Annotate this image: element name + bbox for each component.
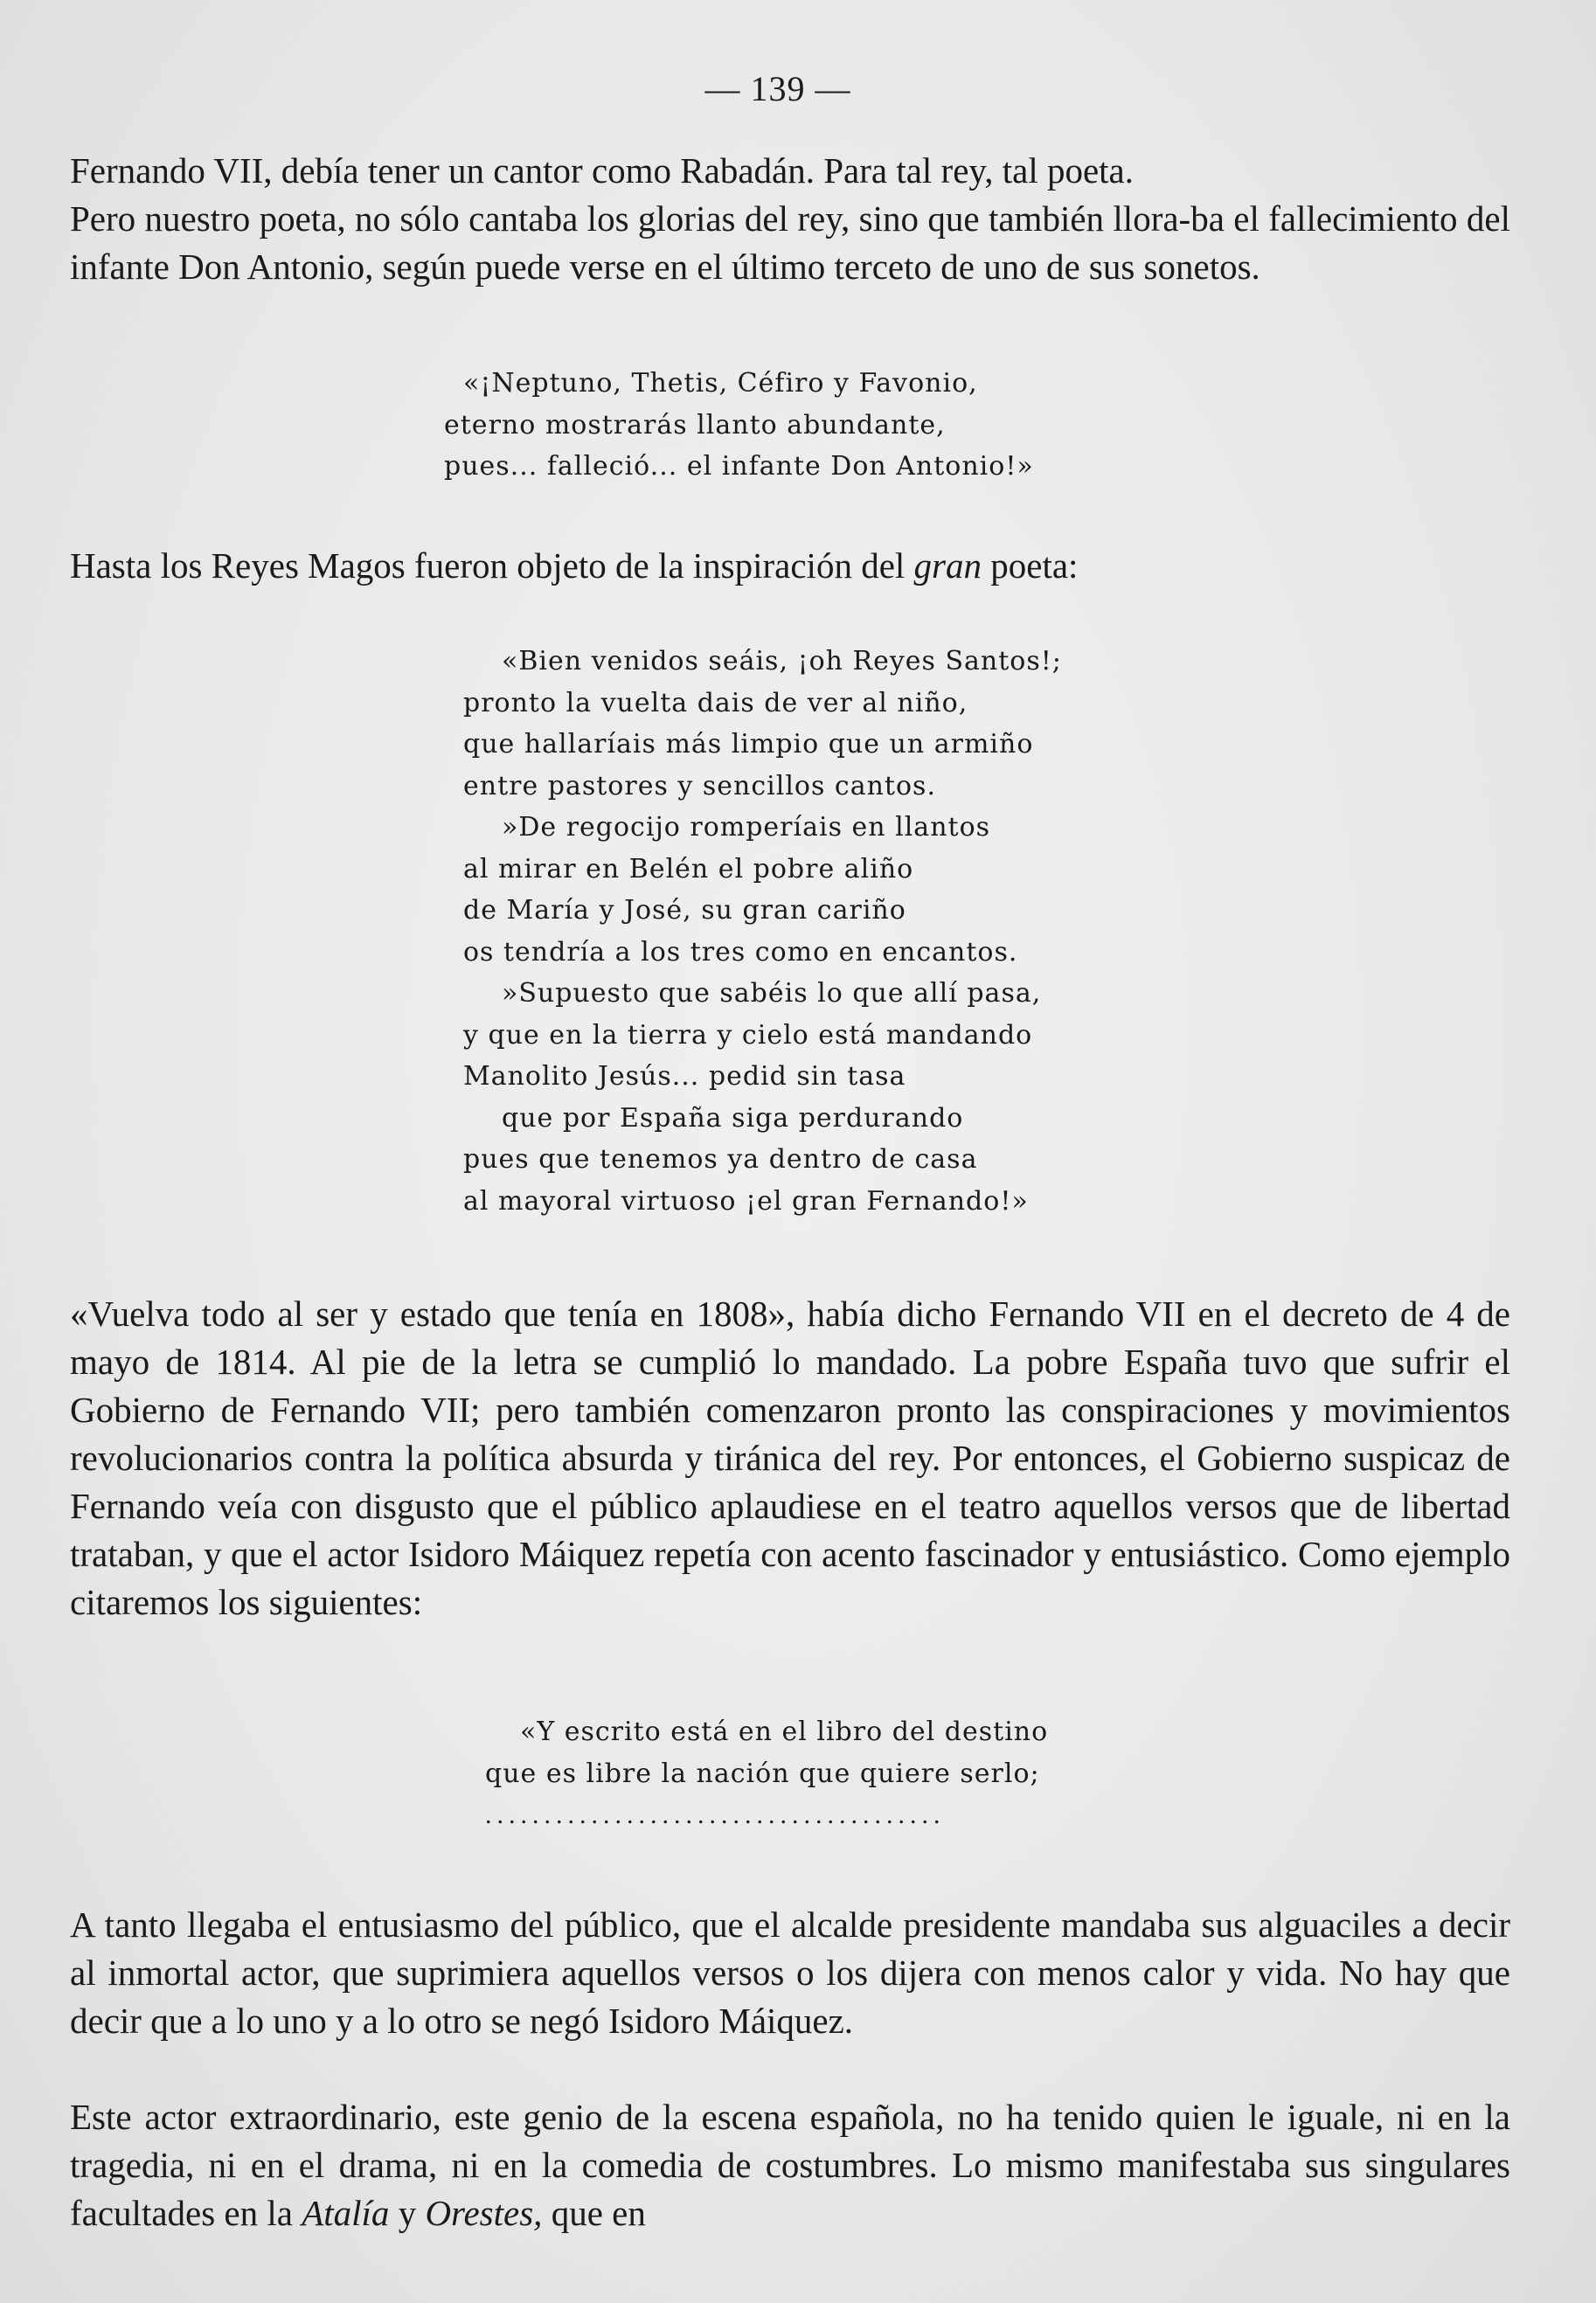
verse-line: pronto la vuelta dais de ver al niño,	[463, 687, 968, 718]
paragraph-reyes-magos	[70, 542, 1510, 590]
verse-reyes-santos	[463, 641, 1062, 1222]
italic-title-atalia: Atalía	[302, 2193, 390, 2233]
verse-line: que hallaríais más limpio que un armiño	[463, 729, 1034, 760]
verse-line: entre pastores y sencillos cantos.	[463, 770, 936, 801]
verse-line: pues... falleció... el infante Don Antonio!»	[444, 451, 1034, 482]
verse-line: al mirar en Belén el pobre aliño	[463, 853, 914, 884]
paragraph-rabadan: Fernando VII, debía tener un cantor como Rabadán. Para tal rey, tal poeta.	[70, 150, 1135, 191]
paragraph-vuelva-todo: «Vuelva todo al ser y estado que tenía en 1808», había dicho Fernando VII en el decreto de 4 de mayo de 1814. Al pie de la letra se cumplió lo mandado. La pobre España tuvo que sufrir el Gobierno de Fernando VII; pero también comenzaron pronto las conspiraciones y movimientos revolucionarios contra la política absurda y tiránica del rey. Por entonces, el Gobierno suspicaz de Fernando veía con disgusto que el público aplaudiese en el teatro aquellos versos que de libertad trataban, y que el actor Isidoro Máiquez repetía con acento fascinador y entusiástico. Como ejemplo citaremos los siguientes:	[70, 1294, 1510, 1622]
verse-line: «¡Neptuno, Thetis, Céfiro y Favonio,	[463, 368, 978, 399]
verse-destino	[485, 1711, 1048, 1794]
verse-line: «Bien venidos seáis, ¡oh Reyes Santos!;	[502, 646, 1062, 676]
verse-line: «Y escrito está en el libro del destino	[520, 1717, 1049, 1747]
italic-word: gran	[913, 545, 982, 586]
paragraph-nuestro-poeta: Pero nuestro poeta, no sólo cantaba los glorias del rey, sino que también llora-ba el fallecimiento del infante Don Antonio, según puede verse en el último terceto de uno de sus sonetos.	[70, 198, 1510, 287]
verse-line: os tendría a los tres como en encantos.	[463, 936, 1018, 968]
verse-neptuno	[444, 363, 1034, 488]
verse-line: al mayoral virtuoso ¡el gran Fernando!»	[463, 1185, 1029, 1217]
verse-line: »Supuesto que sabéis lo que allí pasa,	[502, 978, 1042, 1009]
verse-line: eterno mostrarás llanto abundante,	[444, 409, 946, 440]
verse-line: que por España siga perdurando	[502, 1102, 964, 1134]
paragraph-este-actor	[70, 2093, 1510, 2237]
text-run: que en	[542, 2193, 646, 2233]
italic-title-orestes: Orestes,	[425, 2193, 543, 2233]
ellipsis-line: .......................................	[485, 1800, 946, 1829]
verse-line: pues que tenemos ya dentro de casa	[463, 1144, 978, 1175]
text-run: poeta:	[982, 545, 1079, 586]
text-run: Hasta los Reyes Magos fueron objeto de la inspiración del	[70, 545, 914, 586]
paragraph-entusiasmo: A tanto llegaba el entusiasmo del público, que el alcalde presidente mandaba sus alguaciles a decir al inmortal actor, que suprimiera aquellos versos o los dijera con menos calor y vida. No hay que decir que a lo uno y a lo otro se negó Isidoro Máiquez.	[70, 1904, 1510, 2041]
text-run: y	[389, 2193, 426, 2233]
verse-line: y que en la tierra y cielo está mandando	[463, 1019, 1033, 1051]
verse-line: »De regocijo romperíais en llantos	[502, 812, 991, 843]
verse-line: Manolito Jesús... pedid sin tasa	[463, 1061, 906, 1092]
text-run: Este actor extraordinario, este genio de la escena española, no ha tenido quien le iguale, ni en la tragedia, ni en el drama, ni en la comedia de costumbres. Lo mismo manifestaba sus singulares facultades en la	[70, 2097, 1510, 2233]
page-number: — 139 —	[704, 69, 851, 108]
verse-line: de María y José, su gran cariño	[463, 895, 906, 926]
verse-line: que es libre la nación que quiere serlo;	[485, 1758, 1040, 1789]
